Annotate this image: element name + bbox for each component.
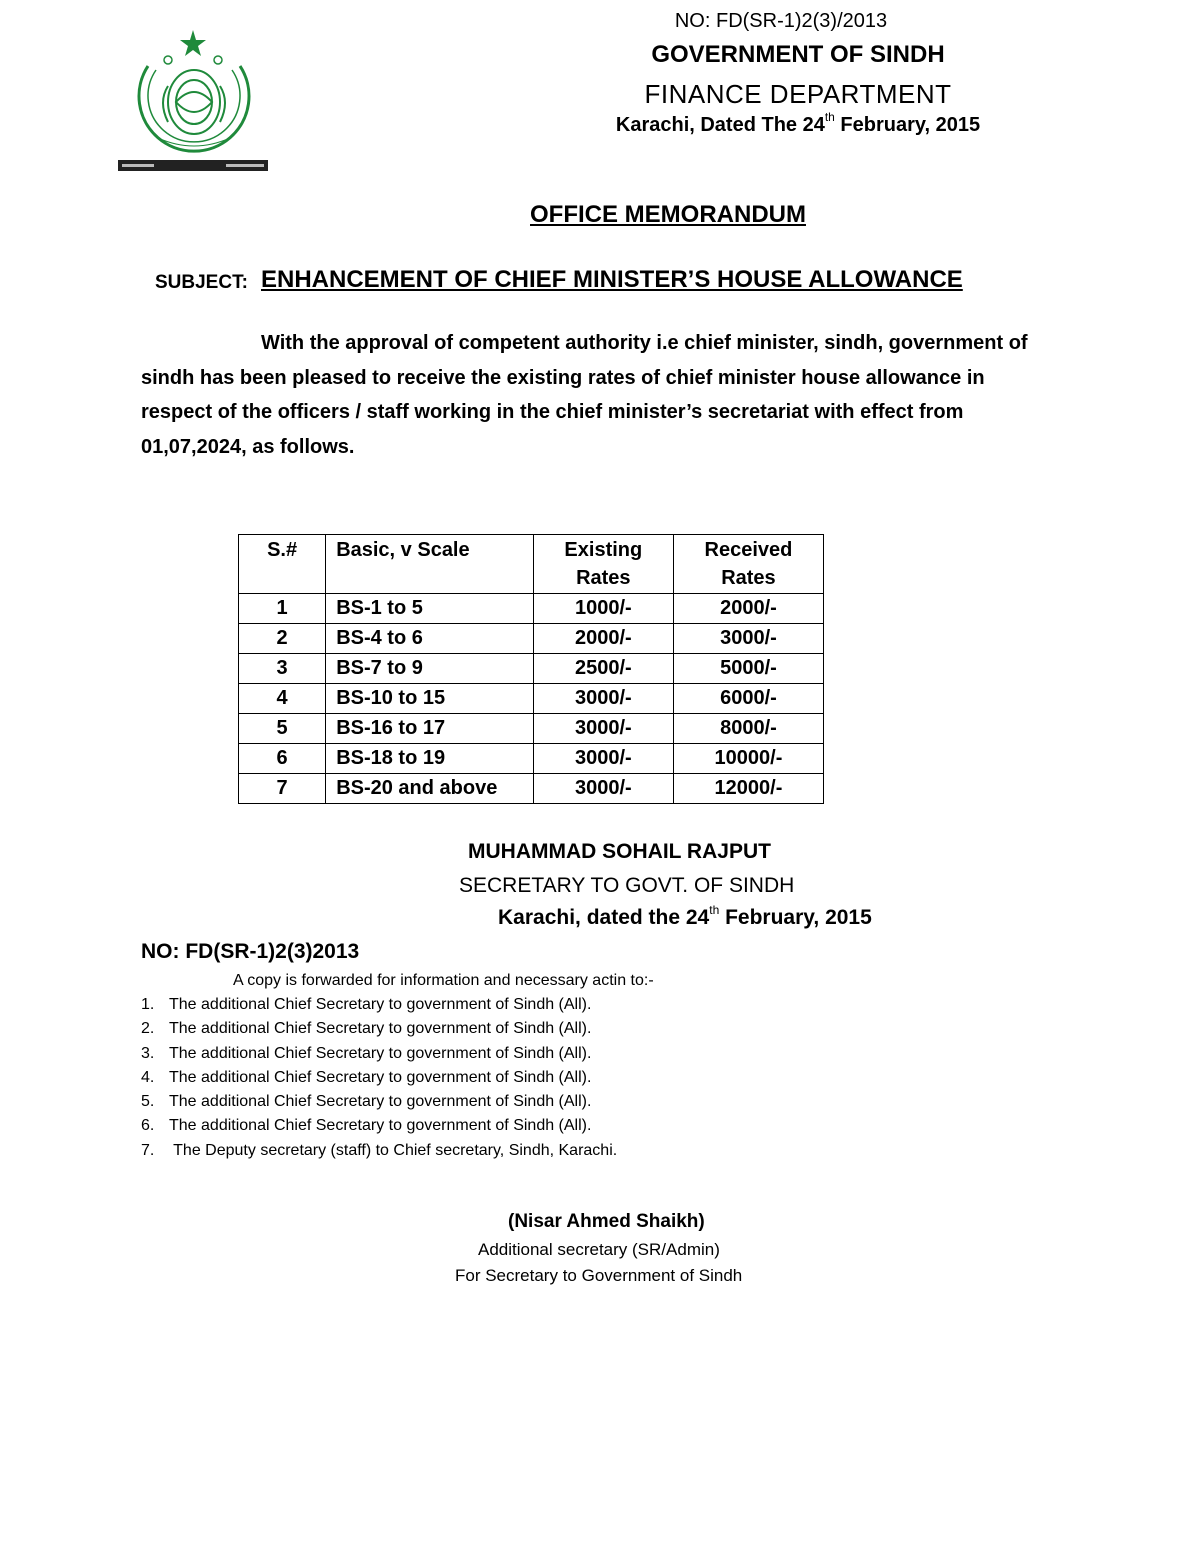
- memo-body: With the approval of competent authority i.e chief minister, sindh, government of sindh has been pleased to receive the existing rates of chief minister house allowance in respect of the officers / staff working in the chief minister’s secretariat with effect from 01,07,2024, as follows.: [141, 332, 1028, 458]
- cell-serial: 2: [239, 624, 326, 654]
- distribution-intro: A copy is forwarded for information and necessary actin to:-: [233, 972, 654, 989]
- list-item: [141, 1139, 617, 1163]
- signatory-title: SECRETARY TO GOVT. OF SINDH: [459, 874, 795, 897]
- cell-serial: 7: [239, 774, 326, 804]
- government-heading: GOVERNMENT OF SINDH: [651, 41, 945, 68]
- table-row: [239, 744, 824, 774]
- list-item-number: 7.: [141, 1141, 155, 1159]
- cell-serial: 3: [239, 654, 326, 684]
- header-serial: S.#: [239, 535, 326, 594]
- header-date-prefix: Karachi, Dated The 24: [615, 114, 825, 136]
- list-item-number: 6.: [141, 1117, 155, 1135]
- second-signatory-name: (Nisar Ahmed Shaikh): [508, 1211, 705, 1232]
- table-header-row: [239, 535, 824, 594]
- cell-existing: 3000/-: [533, 774, 673, 804]
- cell-scale: BS-18 to 19: [326, 744, 534, 774]
- distribution-reference-number: NO: FD(SR-1)2(3)2013: [141, 940, 360, 963]
- memo-title: OFFICE MEMORANDUM: [530, 201, 806, 228]
- list-item-text: The additional Chief Secretary to government of Sindh (All).: [169, 996, 592, 1013]
- reference-number: NO: FD(SR-1)2(3)/2013: [674, 10, 888, 32]
- sindh-government-emblem: [118, 26, 268, 174]
- list-item-text: The Deputy secretary (staff) to Chief secretary, Sindh, Karachi.: [169, 1141, 618, 1159]
- cell-received: 3000/-: [673, 624, 823, 654]
- header-existing: Existing Rates: [533, 535, 673, 594]
- subject-text: ENHANCEMENT OF CHIEF MINISTER’S HOUSE ALLOWANCE: [261, 266, 963, 293]
- cell-scale: BS-4 to 6: [326, 624, 534, 654]
- cell-existing: 3000/-: [533, 684, 673, 714]
- cell-received: 8000/-: [673, 714, 823, 744]
- cell-scale: BS-1 to 5: [326, 594, 534, 624]
- list-item-text: The additional Chief Secretary to government of Sindh (All).: [169, 1044, 592, 1062]
- cell-scale: BS-7 to 9: [326, 654, 534, 684]
- cell-scale: BS-16 to 17: [326, 714, 534, 744]
- list-item: [141, 1042, 617, 1066]
- signatory-date-prefix: Karachi, dated the 24: [498, 906, 710, 929]
- signatory-date-suffix: February, 2015: [719, 906, 872, 929]
- header-date-suffix: February, 2015: [834, 114, 981, 136]
- signatory-date-sup: th: [709, 903, 720, 917]
- cell-scale: BS-20 and above: [326, 774, 534, 804]
- cell-existing: 2000/-: [533, 624, 673, 654]
- list-item-number: 4.: [141, 1068, 155, 1086]
- header-scale: Basic, v Scale: [326, 535, 534, 594]
- subject-label: SUBJECT:: [155, 272, 248, 293]
- header-date-sup: th: [824, 110, 835, 125]
- list-item-number: 1.: [141, 996, 155, 1013]
- signatory-date: [498, 903, 872, 930]
- list-item-number: 2.: [141, 1020, 155, 1038]
- cell-existing: 2500/-: [533, 654, 673, 684]
- cell-received: 6000/-: [673, 684, 823, 714]
- list-item-text: The additional Chief Secretary to government of Sindh (All).: [169, 1020, 592, 1038]
- list-item-number: 5.: [141, 1093, 155, 1111]
- list-item-number: 3.: [141, 1044, 155, 1062]
- cell-existing: 3000/-: [533, 744, 673, 774]
- cell-received: 5000/-: [673, 654, 823, 684]
- cell-received: 12000/-: [673, 774, 823, 804]
- emblem-icon: [118, 26, 268, 174]
- table-row: [239, 594, 824, 624]
- table-row: [239, 654, 824, 684]
- cell-existing: 3000/-: [533, 714, 673, 744]
- table-row: [239, 684, 824, 714]
- list-item-text: The additional Chief Secretary to government of Sindh (All).: [169, 1093, 592, 1111]
- list-item-text: The additional Chief Secretary to government of Sindh (All).: [169, 1068, 592, 1086]
- cell-serial: 6: [239, 744, 326, 774]
- distribution-list: [141, 993, 617, 1163]
- cell-received: 10000/-: [673, 744, 823, 774]
- second-signatory-title: Additional secretary (SR/Admin): [478, 1240, 720, 1259]
- list-item: [141, 1017, 617, 1041]
- table-row: [239, 624, 824, 654]
- cell-scale: BS-10 to 15: [326, 684, 534, 714]
- table-row: [239, 774, 824, 804]
- second-signatory-for-line: For Secretary to Government of Sindh: [455, 1266, 743, 1285]
- cell-received: 2000/-: [673, 594, 823, 624]
- header-date: [560, 110, 1036, 137]
- list-item: [141, 1090, 617, 1114]
- list-item: [141, 993, 617, 1017]
- list-item-text: The additional Chief Secretary to government of Sindh (All).: [169, 1117, 592, 1135]
- signatory-name: MUHAMMAD SOHAIL RAJPUT: [468, 840, 771, 863]
- cell-existing: 1000/-: [533, 594, 673, 624]
- table-row: [239, 714, 824, 744]
- list-item: [141, 1114, 617, 1138]
- cell-serial: 5: [239, 714, 326, 744]
- cell-serial: 1: [239, 594, 326, 624]
- cell-serial: 4: [239, 684, 326, 714]
- allowance-rates-table: [238, 534, 824, 804]
- list-item: [141, 1066, 617, 1090]
- department-heading: FINANCE DEPARTMENT: [644, 79, 952, 109]
- header-received: Received Rates: [673, 535, 823, 594]
